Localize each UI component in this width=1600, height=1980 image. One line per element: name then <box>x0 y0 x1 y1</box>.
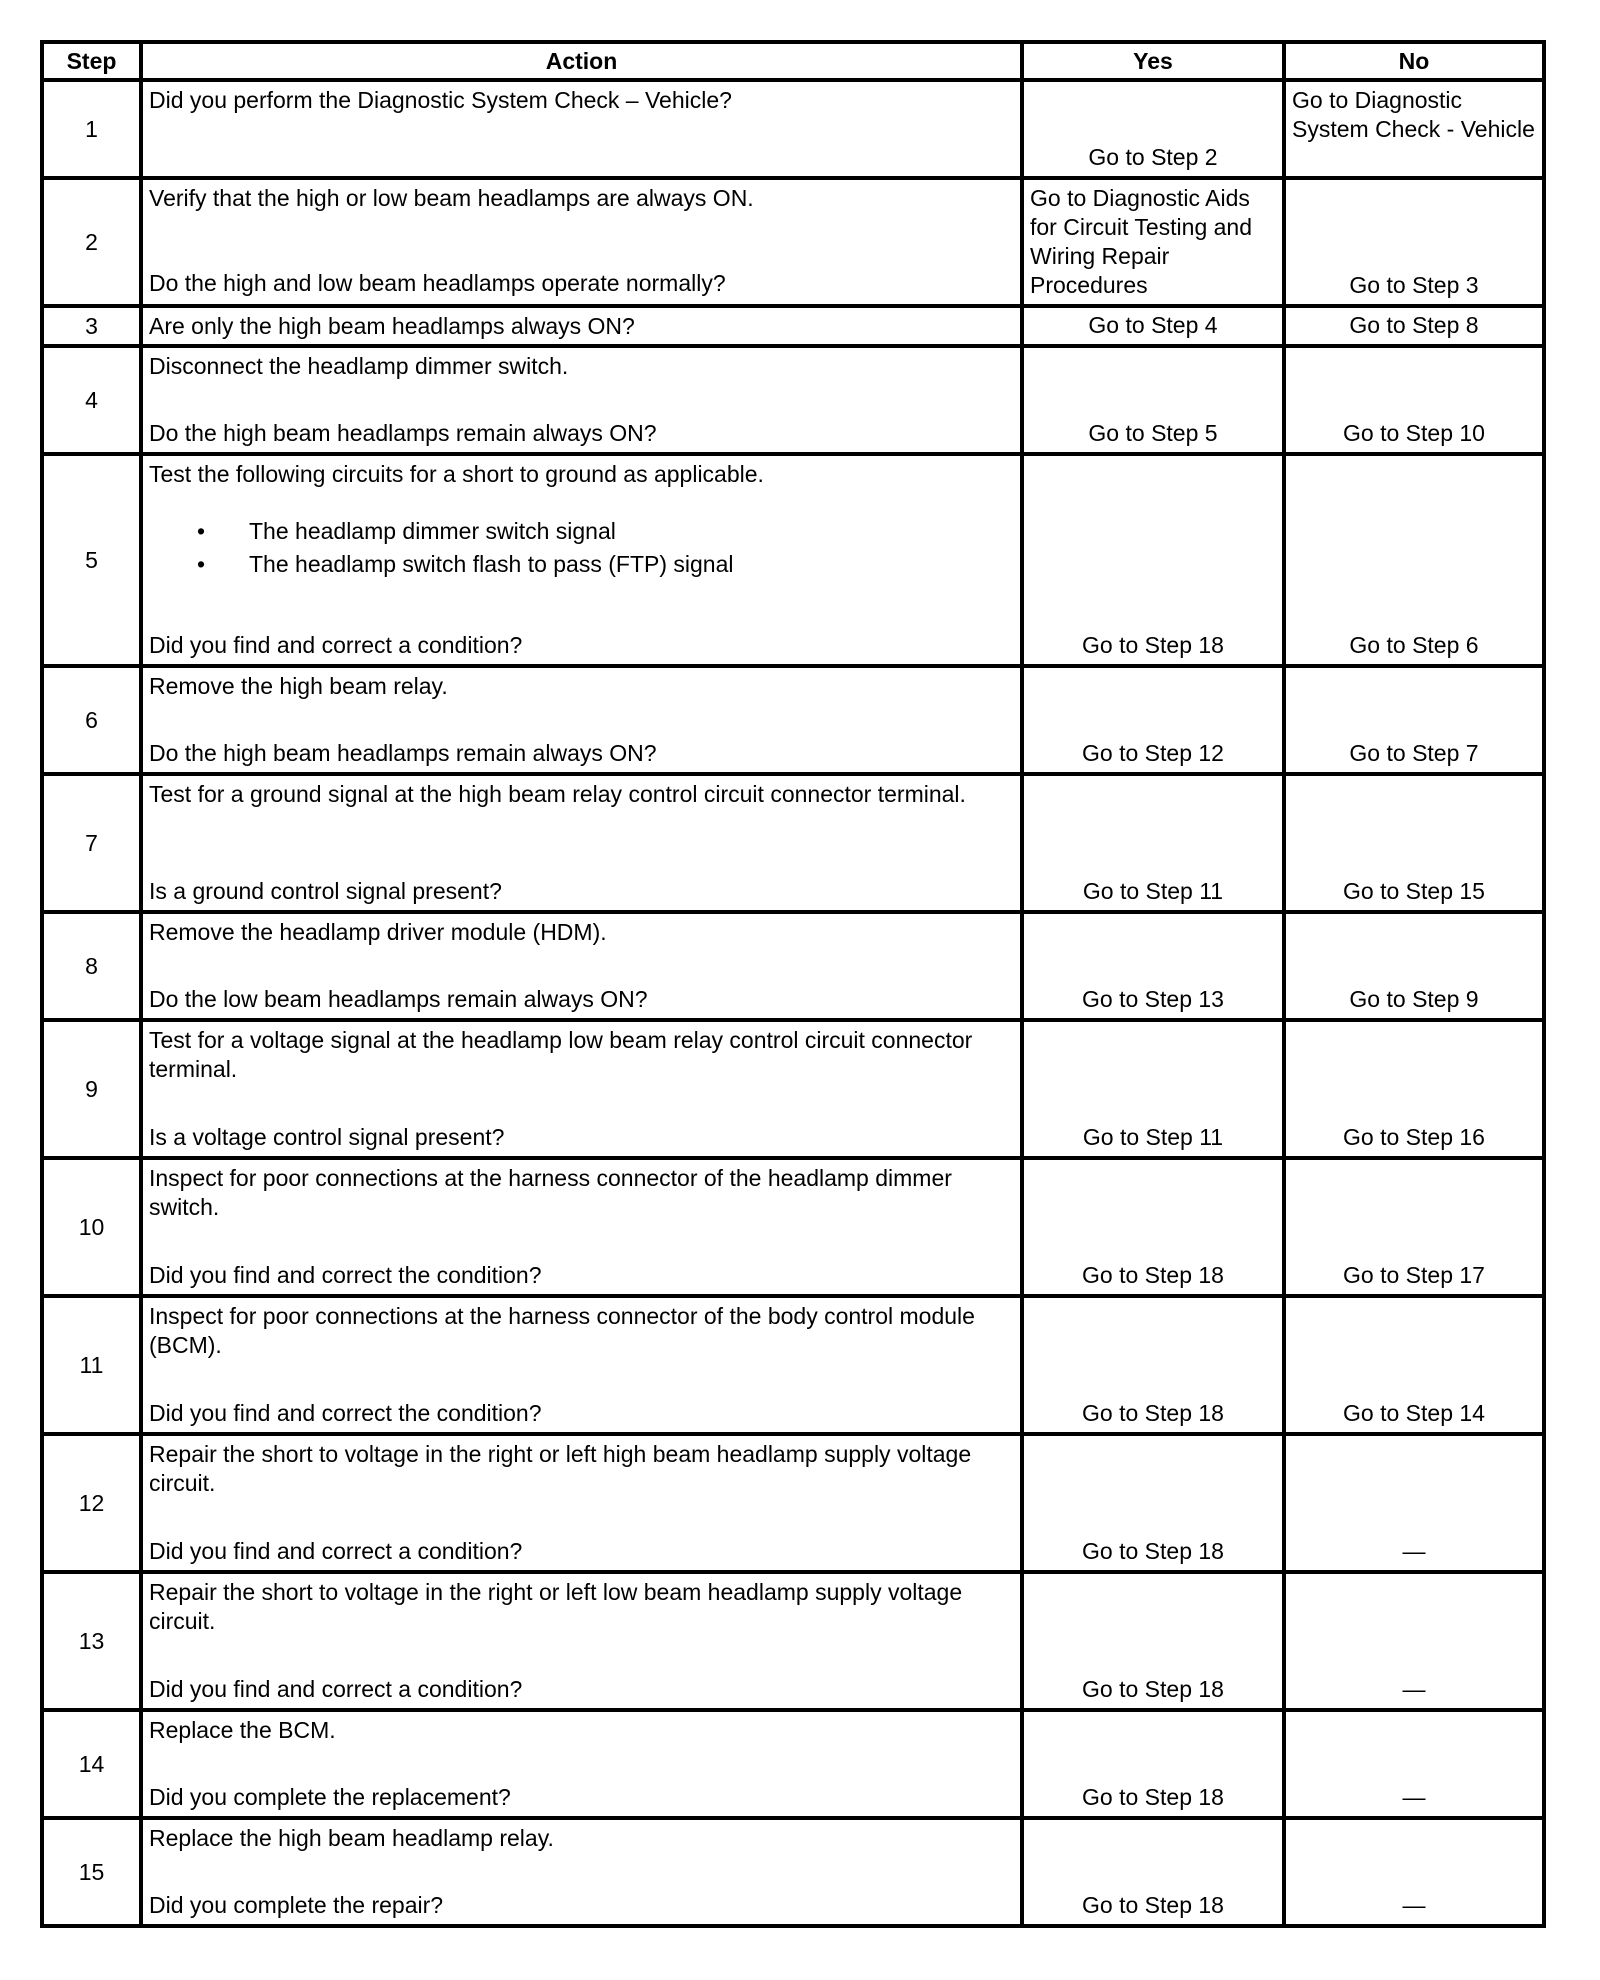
yes-result: Go to Step 11 <box>1022 1020 1284 1158</box>
step-number: 5 <box>42 454 141 666</box>
yes-result: Go to Step 18 <box>1022 1296 1284 1434</box>
no-result: Go to Step 16 <box>1284 1020 1544 1158</box>
step-number: 4 <box>42 346 141 454</box>
bullet-item <box>149 548 1014 581</box>
action-cell <box>141 912 1022 1020</box>
bullet-item <box>149 515 1014 548</box>
step-number: 11 <box>42 1296 141 1434</box>
yes-result: Go to Step 18 <box>1022 1572 1284 1710</box>
action-question: Did you find and correct a condition? <box>149 1676 523 1702</box>
no-result: — <box>1284 1818 1544 1926</box>
action-cell <box>141 1710 1022 1818</box>
action-text: Remove the headlamp driver module (HDM). <box>149 919 607 945</box>
no-result: — <box>1284 1710 1544 1818</box>
table-row <box>42 666 1544 774</box>
action-text: Did you perform the Diagnostic System Check – Vehicle? <box>149 87 732 113</box>
action-cell <box>141 346 1022 454</box>
no-result: Go to Step 17 <box>1284 1158 1544 1296</box>
table-row <box>42 912 1544 1020</box>
bullet-text: The headlamp switch flash to pass (FTP) signal <box>249 551 734 577</box>
action-cell <box>141 1158 1022 1296</box>
yes-result: Go to Step 18 <box>1022 1818 1284 1926</box>
action-question: Do the high beam headlamps remain always ON? <box>149 740 657 766</box>
action-text: Test for a voltage signal at the headlamp low beam relay control circuit connector terminal. <box>149 1027 973 1082</box>
step-number: 2 <box>42 178 141 306</box>
bullet-list <box>149 515 1014 581</box>
action-text: Repair the short to voltage in the right or left low beam headlamp supply voltage circuit. <box>149 1579 963 1634</box>
no-result: Go to Step 6 <box>1284 454 1544 666</box>
action-cell <box>141 1296 1022 1434</box>
no-result: — <box>1284 1434 1544 1572</box>
action-question: Do the low beam headlamps remain always ON? <box>149 986 648 1012</box>
action-cell <box>141 306 1022 346</box>
table-row <box>42 1020 1544 1158</box>
action-cell <box>141 774 1022 912</box>
yes-result: Go to Step 18 <box>1022 1710 1284 1818</box>
bullet-icon: • <box>197 551 206 577</box>
table-body <box>42 80 1544 1926</box>
action-question: Is a ground control signal present? <box>149 878 502 904</box>
table-row <box>42 306 1544 346</box>
bullet-text: The headlamp dimmer switch signal <box>249 518 616 544</box>
action-question: Do the high beam headlamps remain always ON? <box>149 420 657 446</box>
action-cell <box>141 1434 1022 1572</box>
step-number: 9 <box>42 1020 141 1158</box>
yes-result: Go to Step 12 <box>1022 666 1284 774</box>
step-number: 7 <box>42 774 141 912</box>
table-row <box>42 1710 1544 1818</box>
table-row <box>42 454 1544 666</box>
no-result: Go to Step 14 <box>1284 1296 1544 1434</box>
yes-result: Go to Step 18 <box>1022 1434 1284 1572</box>
action-cell <box>141 666 1022 774</box>
step-number: 1 <box>42 80 141 178</box>
action-text: Are only the high beam headlamps always ON? <box>149 313 635 339</box>
yes-result: Go to Step 4 <box>1022 306 1284 346</box>
action-cell <box>141 454 1022 666</box>
step-number: 14 <box>42 1710 141 1818</box>
action-question: Did you complete the repair? <box>149 1892 444 1918</box>
action-text: Inspect for poor connections at the harness connector of the headlamp dimmer switch. <box>149 1165 952 1220</box>
diagnostic-table <box>40 40 1546 1928</box>
bullet-icon: • <box>197 518 206 544</box>
no-result: Go to Step 15 <box>1284 774 1544 912</box>
step-number: 6 <box>42 666 141 774</box>
no-result: Go to Step 3 <box>1284 178 1544 306</box>
action-text: Replace the high beam headlamp relay. <box>149 1825 554 1851</box>
header-step: Step <box>42 42 141 80</box>
action-question: Did you complete the replacement? <box>149 1784 511 1810</box>
action-question: Did you find and correct a condition? <box>149 1538 523 1564</box>
step-number: 8 <box>42 912 141 1020</box>
step-number: 15 <box>42 1818 141 1926</box>
step-number: 3 <box>42 306 141 346</box>
action-text: Verify that the high or low beam headlamps are always ON. <box>149 185 754 211</box>
action-text: Test for a ground signal at the high beam relay control circuit connector terminal. <box>149 781 966 807</box>
no-result: Go to Step 9 <box>1284 912 1544 1020</box>
yes-result: Go to Step 2 <box>1022 80 1284 178</box>
table-row <box>42 1158 1544 1296</box>
no-result: Go to Diagnostic System Check - Vehicle <box>1284 80 1544 178</box>
action-cell <box>141 1572 1022 1710</box>
yes-result: Go to Step 18 <box>1022 1158 1284 1296</box>
action-question: Did you find and correct the condition? <box>149 1262 542 1288</box>
no-result: — <box>1284 1572 1544 1710</box>
header-action: Action <box>141 42 1022 80</box>
header-row <box>42 42 1544 80</box>
table-row <box>42 1296 1544 1434</box>
step-number: 12 <box>42 1434 141 1572</box>
header-no: No <box>1284 42 1544 80</box>
table-row <box>42 80 1544 178</box>
action-cell <box>141 178 1022 306</box>
no-result: Go to Step 7 <box>1284 666 1544 774</box>
table-row <box>42 1572 1544 1710</box>
action-text: Remove the high beam relay. <box>149 673 448 699</box>
yes-result: Go to Diagnostic Aids for Circuit Testing and Wiring Repair Procedures <box>1022 178 1284 306</box>
no-result: Go to Step 8 <box>1284 306 1544 346</box>
action-text: Inspect for poor connections at the harness connector of the body control module (BCM). <box>149 1303 975 1358</box>
yes-result: Go to Step 5 <box>1022 346 1284 454</box>
table-row <box>42 774 1544 912</box>
header-yes: Yes <box>1022 42 1284 80</box>
table-row <box>42 1434 1544 1572</box>
action-question: Do the high and low beam headlamps operate normally? <box>149 270 726 296</box>
yes-result: Go to Step 18 <box>1022 454 1284 666</box>
action-cell <box>141 1020 1022 1158</box>
table-row <box>42 1818 1544 1926</box>
step-number: 10 <box>42 1158 141 1296</box>
action-text: Replace the BCM. <box>149 1717 336 1743</box>
action-question: Did you find and correct the condition? <box>149 1400 542 1426</box>
step-number: 13 <box>42 1572 141 1710</box>
yes-result: Go to Step 13 <box>1022 912 1284 1020</box>
yes-result: Go to Step 11 <box>1022 774 1284 912</box>
no-result: Go to Step 10 <box>1284 346 1544 454</box>
action-question: Did you find and correct a condition? <box>149 632 523 658</box>
table-row <box>42 178 1544 306</box>
action-text: Disconnect the headlamp dimmer switch. <box>149 353 569 379</box>
action-text: Test the following circuits for a short to ground as applicable. <box>149 461 764 487</box>
action-cell <box>141 80 1022 178</box>
table-row <box>42 346 1544 454</box>
action-question: Is a voltage control signal present? <box>149 1124 505 1150</box>
action-cell <box>141 1818 1022 1926</box>
action-text: Repair the short to voltage in the right or left high beam headlamp supply voltage circuit. <box>149 1441 972 1496</box>
